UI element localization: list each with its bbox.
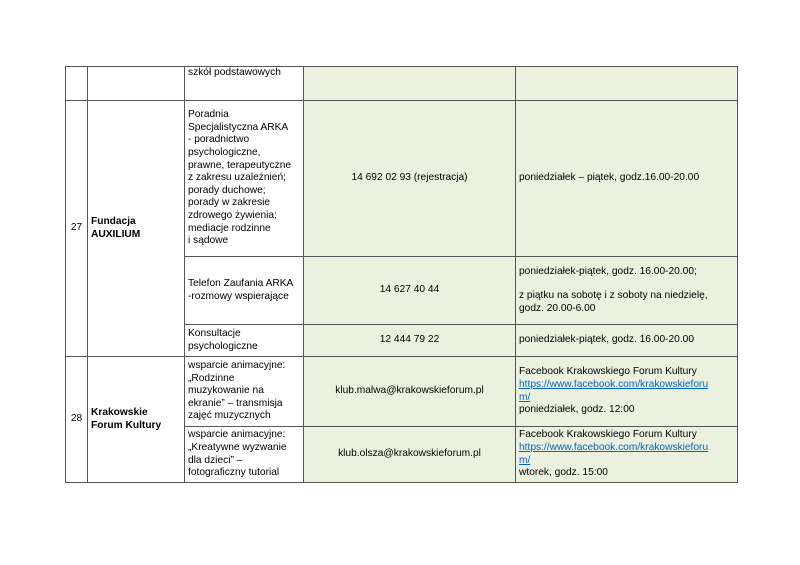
program-cell xyxy=(185,101,304,257)
contact-email: klub.olsza@krakowskieforum.pl xyxy=(338,448,481,460)
contact-cell xyxy=(304,257,516,325)
organization-cell xyxy=(88,357,185,483)
program-cell xyxy=(185,357,304,427)
facebook-link[interactable]: https://www.facebook.com/krakowskieforu m/ xyxy=(519,441,709,466)
organization-cell xyxy=(88,101,185,357)
contact-cell xyxy=(304,325,516,357)
program-text: Poradnia Specjalistyczna ARKA - poradnictwo psychologiczne, prawne, terapeutyczne z zakresu uzależnień; porady duchowe; porady w zakresie zdrowego żywienia; mediacje rodzinne i sądowe xyxy=(188,109,292,247)
hours-text: poniedziałek-piątek, godz. 16.00-20.00 xyxy=(519,334,695,346)
row-number-cell xyxy=(66,101,88,357)
row-number: 27 xyxy=(70,222,83,234)
contact-cell xyxy=(304,67,516,101)
table-row xyxy=(66,101,738,257)
program-cell xyxy=(185,427,304,483)
program-text: szkół podstawowych xyxy=(188,67,281,78)
hours-cell xyxy=(516,257,738,325)
hours-cell xyxy=(516,101,738,257)
institutions-table xyxy=(65,66,738,483)
hours-text: wtorek, godz. 15:00 xyxy=(519,467,608,479)
program-text: wsparcie animacyjne: „Rodzinne muzykowanie na ekranie” – transmisja zajęć muzycznych xyxy=(188,360,286,422)
row-number-cell xyxy=(66,67,88,101)
table-row xyxy=(66,67,738,101)
program-text: wsparcie animacyjne: „Kreatywne wyzwanie dla dzieci” – fotograficzny tutorial xyxy=(188,429,287,479)
contact-phone: 12 444 79 22 xyxy=(379,334,440,346)
facebook-page-title: Facebook Krakowskiego Forum Kultury xyxy=(519,366,697,378)
hours-text: poniedziałek-piątek, godz. 16.00-20.00; xyxy=(519,265,697,277)
hours-text: z piątku na sobotę i z soboty na niedzielę, godz. 20.00-6.00 xyxy=(519,290,708,314)
program-cell xyxy=(185,325,304,357)
table-row xyxy=(66,357,738,427)
facebook-page-title: Facebook Krakowskiego Forum Kultury xyxy=(519,429,697,441)
contact-cell xyxy=(304,101,516,257)
hours-cell xyxy=(516,67,738,101)
program-cell xyxy=(185,67,304,101)
contact-cell xyxy=(304,357,516,427)
contact-email: klub.malwa@krakowskieforum.pl xyxy=(335,385,484,397)
hours-text: poniedziałek, godz. 12:00 xyxy=(519,404,635,416)
facebook-link[interactable]: https://www.facebook.com/krakowskieforu m/ xyxy=(519,378,709,403)
contact-phone: 14 627 40 44 xyxy=(379,284,440,296)
organization-name: Fundacja AUXILIUM xyxy=(91,215,141,240)
hours-cell xyxy=(516,427,738,483)
hours-cell xyxy=(516,357,738,427)
contact-phone: 14 692 02 93 (rejestracja) xyxy=(351,172,468,184)
program-cell xyxy=(185,257,304,325)
row-number: 28 xyxy=(70,413,83,425)
program-text: Telefon Zaufania ARKA -rozmowy wspierające xyxy=(188,277,294,302)
hours-text: poniedziałek – piątek, godz.16.00-20.00 xyxy=(519,172,700,184)
organization-name: Krakowskie Forum Kultury xyxy=(91,406,162,431)
organization-cell xyxy=(88,67,185,101)
contact-cell xyxy=(304,427,516,483)
program-text: Konsultacje psychologiczne xyxy=(188,327,258,352)
hours-cell xyxy=(516,325,738,357)
row-number-cell xyxy=(66,357,88,483)
